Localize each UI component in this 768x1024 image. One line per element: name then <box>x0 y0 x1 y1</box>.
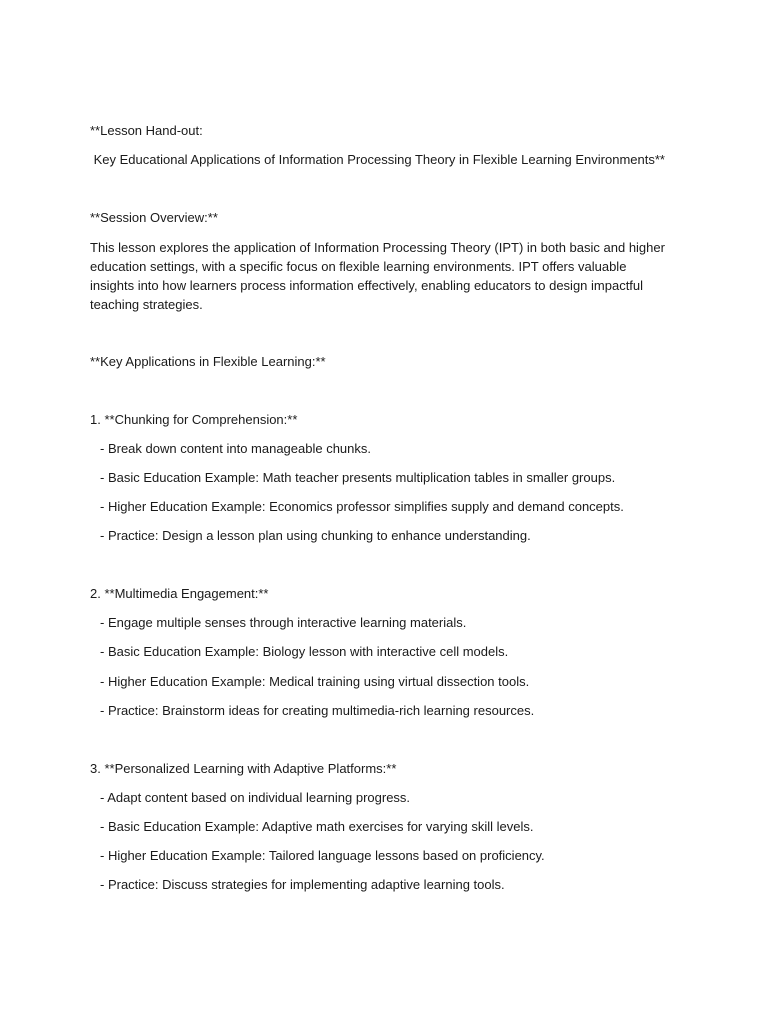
list-item: - Basic Education Example: Math teacher presents multiplication tables in smaller groups. <box>100 470 616 485</box>
list-item: - Basic Education Example: Adaptive math exercises for varying skill levels. <box>100 819 534 834</box>
list-item: - Practice: Discuss strategies for implementing adaptive learning tools. <box>100 877 505 892</box>
list-item: - Higher Education Example: Medical training using virtual dissection tools. <box>100 674 530 689</box>
section-heading-multimedia: 2. **Multimedia Engagement:** <box>90 586 269 601</box>
list-item: - Higher Education Example: Economics professor simplifies supply and demand concepts. <box>100 499 624 514</box>
handout-label: **Lesson Hand-out: <box>90 123 203 138</box>
list-item: - Higher Education Example: Tailored language lessons based on proficiency. <box>100 848 545 863</box>
section-heading-chunking: 1. **Chunking for Comprehension:** <box>90 412 298 427</box>
list-item: - Break down content into manageable chunks. <box>100 441 372 456</box>
applications-heading: **Key Applications in Flexible Learning:** <box>90 354 326 369</box>
overview-paragraph: This lesson explores the application of Information Processing Theory (IPT) in both basic and higher education settings, with a specific focus on flexible learning environments. IPT offers valuable insights into how learners process information effectively, enabling educators to design impactful teaching strategies. <box>90 240 665 312</box>
list-item: - Practice: Design a lesson plan using chunking to enhance understanding. <box>100 528 531 543</box>
section-heading-personalized: 3. **Personalized Learning with Adaptive Platforms:** <box>90 761 397 776</box>
list-item: - Basic Education Example: Biology lesson with interactive cell models. <box>100 644 509 659</box>
list-item: - Engage multiple senses through interactive learning materials. <box>100 615 467 630</box>
list-item: - Adapt content based on individual learning progress. <box>100 790 411 805</box>
overview-heading: **Session Overview:** <box>90 210 218 225</box>
list-item: - Practice: Brainstorm ideas for creating multimedia-rich learning resources. <box>100 703 535 718</box>
document-title: Key Educational Applications of Information Processing Theory in Flexible Learning Environments** <box>90 152 665 167</box>
